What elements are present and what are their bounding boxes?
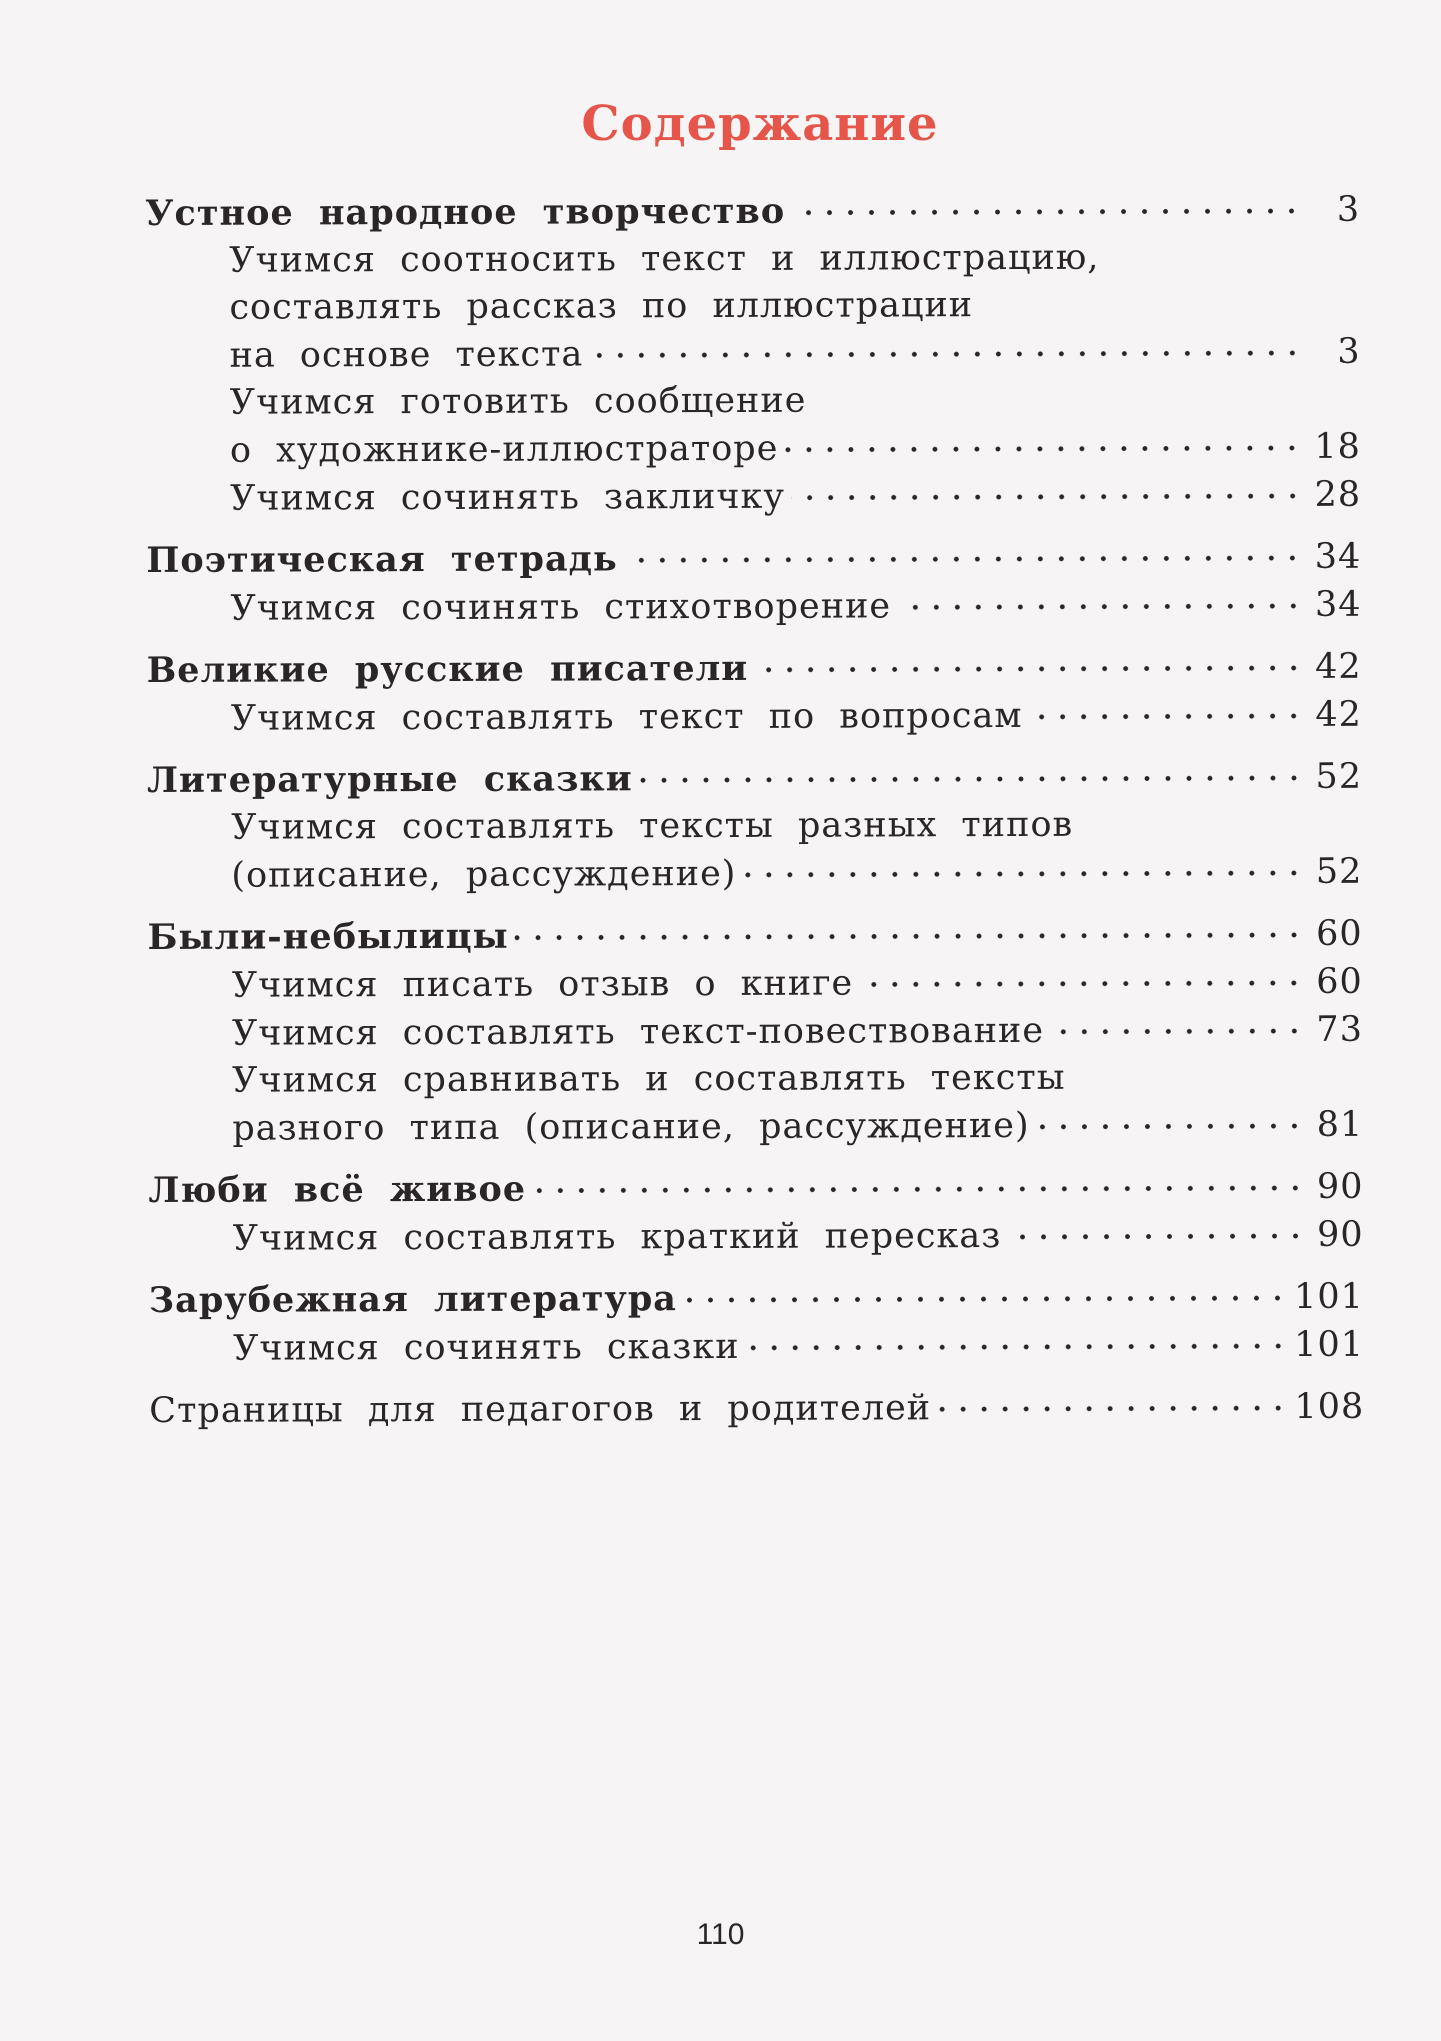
toc-entry [149,1383,1364,1435]
toc-entry-text: Люби всё живое [148,1168,527,1211]
toc-entry-row [233,1321,1364,1373]
toc-entry-text: Поэтическая тетрадь [146,538,618,581]
toc-entry-text: Учимся составлять тексты разных типов [231,804,1074,848]
dot-leader [937,1383,1288,1419]
dot-leader [1036,1101,1306,1137]
toc-page-ref: 34 [1314,536,1362,577]
dot-leader [683,1273,1288,1310]
toc-entry-row [149,1273,1364,1325]
toc-page-ref: 3 [1336,189,1361,230]
page-title: Содержание [581,96,939,152]
toc-entry-text: Учимся готовить сообщение [229,380,807,423]
toc-entry-row [146,533,1361,585]
page-number: 110 [696,1918,745,1951]
toc-subsection [148,1006,1363,1058]
toc-entry-text: Устное народное творчество [145,190,786,234]
toc-page-ref: 90 [1317,1214,1364,1255]
toc-page-ref: 60 [1316,961,1363,1002]
toc-entry-text: на основе текста [229,334,584,376]
toc-entry-text: о художнике-иллюстраторе [229,428,779,471]
toc-page-ref: 52 [1315,851,1363,892]
toc-entry-row [231,848,1362,900]
toc-entry-text: Учимся сочинять закличку [230,476,786,519]
toc-entry-row [231,691,1362,743]
toc-page-ref: 42 [1315,646,1362,687]
toc-entry-row [149,1383,1364,1435]
dot-leader [745,1321,1288,1358]
toc-section [148,1163,1363,1215]
toc-page-ref: 52 [1315,756,1363,797]
toc-page-ref: 90 [1316,1166,1364,1207]
dot-leader [515,910,1305,948]
dot-leader [1050,1006,1305,1042]
toc-subsection [148,1054,1363,1153]
toc-subsection [145,234,1360,380]
toc-entry-row [147,643,1362,695]
dot-leader [897,581,1303,617]
dot-leader [784,423,1303,460]
toc-entry-row [145,186,1360,238]
toc-page-ref: 101 [1294,1324,1365,1365]
dot-leader [742,848,1304,885]
toc-entry-text: Зарубежная литература [148,1278,678,1321]
toc-entry-row [229,328,1360,380]
toc-entry-text: Страницы для педагогов и родителей [149,1388,932,1431]
toc-subsection [148,958,1363,1010]
toc-entry-text: Великие русские писатели [146,647,749,691]
toc-entry-text: разного типа (описание, рассуждение) [232,1105,1030,1149]
dot-leader [532,1163,1305,1201]
toc-page-ref: 73 [1316,1009,1364,1050]
toc-entry-text: Учимся составлять краткий пересказ [232,1216,1002,1259]
toc-subsection [149,1211,1364,1263]
toc-entry-text: Учимся сочинять сказки [232,1326,740,1369]
toc-page-ref: 101 [1293,1276,1364,1317]
toc-entry-row [148,910,1363,962]
toc-entry-text: Были-небылицы [147,915,509,958]
toc-subsection [147,691,1362,743]
toc-page-ref: 81 [1316,1104,1364,1145]
toc-subsection [146,376,1361,475]
toc-page-ref: 34 [1314,584,1362,625]
toc-entry-text: Учимся соотносить текст и иллюстрацию, [229,237,1100,281]
toc-entry-text: Учимся сравнивать и составлять тексты [232,1057,1066,1101]
toc-page-ref: 28 [1314,474,1362,515]
toc-entry-row [230,471,1361,523]
toc-section [147,753,1362,805]
dot-leader [1028,691,1303,727]
toc-entry-text: составлять рассказ по иллюстрации [229,285,974,328]
toc-subsection [146,581,1361,633]
toc-entry-row [232,1101,1363,1153]
toc-subsection [149,1321,1364,1373]
toc-subsection [147,801,1362,900]
toc-section [149,1273,1364,1325]
dot-leader [859,958,1305,995]
toc-entry-text: (описание, рассуждение) [231,853,737,896]
dot-leader [754,643,1304,680]
toc-entry-text: Литературные сказки [146,758,633,801]
dot-leader [791,471,1303,508]
toc-entry-text: Учимся писать отзыв о книге [231,963,854,1006]
toc-section [146,533,1361,585]
toc-page-ref: 60 [1315,913,1363,954]
dot-leader [624,533,1304,570]
toc-page-ref: 18 [1314,426,1361,467]
toc-entry-row [148,1163,1363,1215]
toc-entry-row [147,753,1362,805]
dot-leader [791,186,1302,223]
toc-entry-text: Учимся сочинять стихотворение [230,586,892,629]
dot-leader [639,753,1305,790]
dot-leader [589,328,1302,365]
toc-subsection [146,471,1361,523]
toc-page-ref: 3 [1337,331,1361,372]
toc-entry-row [233,1211,1364,1263]
toc-entry-row [232,1006,1363,1058]
dot-leader [1007,1211,1305,1247]
toc-page-ref: 108 [1294,1386,1365,1427]
toc-entry-text: Учимся составлять текст по вопросам [230,695,1023,739]
toc-entry-text: Учимся составлять текст-повествование [231,1010,1045,1054]
toc-entry-row [230,423,1361,475]
toc-entry-row [232,958,1363,1010]
toc-page-ref: 42 [1315,694,1362,735]
toc-section [147,643,1362,695]
toc-section [148,910,1363,962]
toc-entry-row [230,581,1361,633]
toc-section [145,186,1360,238]
table-of-contents [145,186,1364,1435]
